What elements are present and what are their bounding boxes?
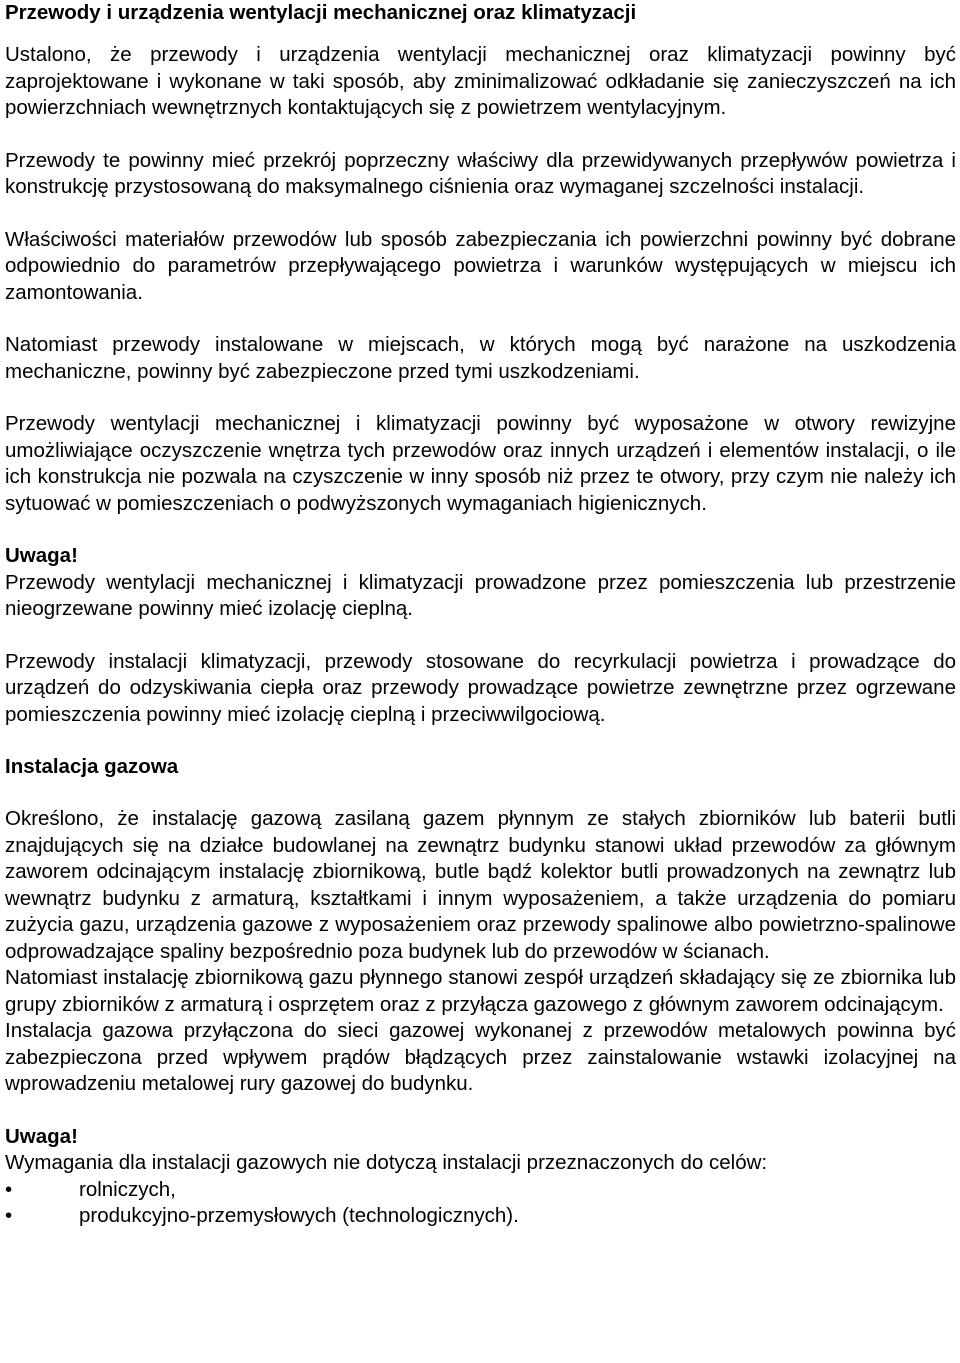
list-item bbox=[5, 1203, 956, 1230]
paragraph: Przewody te powinny mieć przekrój poprzeczny właściwy dla przewidywanych przepływów powietrza i konstrukcję przystosowaną do maksymalnego ciśnienia oraz wymaganej szczelności instalacji. bbox=[5, 148, 956, 198]
list-item bbox=[5, 1177, 956, 1204]
paragraph: Ustalono, że przewody i urządzenia wentylacji mechanicznej oraz klimatyzacji powinny być zaprojektowane i wykonane w taki sposób, aby zminimalizować odkładanie się zanieczyszczeń na ich powierzchniach wewnętrznych kontaktujących się z powietrzem wentylacyjnym. bbox=[5, 43, 956, 119]
bullet-list bbox=[5, 1177, 956, 1230]
note-label: Uwaga! bbox=[5, 1124, 78, 1148]
paragraph: Natomiast przewody instalowane w miejscach, w których mogą być narażone na uszkodzenia mechaniczne, powinny być zabezpieczone przed tymi uszkodzeniami. bbox=[5, 333, 956, 383]
note-text: Przewody wentylacji mechanicznej i klimatyzacji prowadzone przez pomieszczenia lub przestrzenie nieogrzewane powinny mieć izolację cieplną. bbox=[5, 570, 956, 620]
paragraph: Przewody wentylacji mechanicznej i klimatyzacji powinny być wyposażone w otwory rewizyjne umożliwiające oczyszczenie wnętrza tych przewodów oraz innych urządzeń i elementów instalacji, o ile ich konstrukcja nie pozwala na czyszczenie w inny sposób niż przez te otwory, przy czym nie należy ich sytuować w pomieszczeniach o podwyższonych wymaganiach higienicznych. bbox=[5, 412, 956, 515]
section-title: Przewody i urządzenia wentylacji mechanicznej oraz klimatyzacji bbox=[5, 1, 637, 24]
paragraph: Określono, że instalację gazową zasilaną gazem płynnym ze stałych zbiorników lub baterii butli znajdujących się na działce budowlanej na zewnątrz budynku stanowi układ przewodów za głównym zaworem odcinającym instalację zbiornikową, butle bądź kolektor butli prowadzonych na zewnątrz lub wewnątrz budynku z armaturą, kształtkami i innym wyposażeniem, a także urządzenia do pomiaru zużycia gazu, urządzenia gazowe z wyposażeniem oraz przewody spalinowe albo powietrzno-spalinowe odprowadzające spaliny bezpośrednio poza budynek lub do przewodów w ścianach. bbox=[5, 807, 956, 963]
paragraph: Natomiast instalację zbiornikową gazu płynnego stanowi zespół urządzeń składający się ze zbiornika lub grupy zbiorników z armaturą i osprzętem oraz z przyłącza gazowego z głównym zaworem odcinającym. bbox=[5, 966, 956, 1016]
paragraph: Przewody instalacji klimatyzacji, przewody stosowane do recyrkulacji powietrza i prowadzące do urządzeń do odzyskiwania ciepła oraz przewody prowadzące powietrze zewnętrzne przez ogrzewane pomieszczenia powinny mieć izolację cieplną i przeciwwilgociową. bbox=[5, 649, 956, 726]
document-page bbox=[5, 0, 956, 1230]
bullet-icon: • bbox=[5, 1177, 13, 1201]
note-text: Wymagania dla instalacji gazowych nie dotyczą instalacji przeznaczonych do celów: bbox=[5, 1151, 768, 1174]
paragraph: Właściwości materiałów przewodów lub sposób zabezpieczania ich powierzchni powinny być dobrane odpowiednio do parametrów przepływającego powietrza i warunków występujących w miejscu ich zamontowania. bbox=[5, 227, 956, 304]
bullet-icon: • bbox=[5, 1204, 13, 1227]
gas-section-heading: Instalacja gazowa bbox=[5, 755, 179, 778]
note-label: Uwaga! bbox=[5, 544, 78, 567]
list-item-text: rolniczych, bbox=[79, 1177, 176, 1201]
paragraph: Instalacja gazowa przyłączona do sieci gazowej wykonanej z przewodów metalowych powinna być zabezpieczona przed wpływem prądów błądzących przez zainstalowanie wstawki izolacyjnej na wprowadzeniu metalowej rury gazowej do budynku. bbox=[5, 1019, 956, 1095]
list-item-text: produkcyjno-przemysłowych (technologicznych). bbox=[79, 1204, 519, 1227]
